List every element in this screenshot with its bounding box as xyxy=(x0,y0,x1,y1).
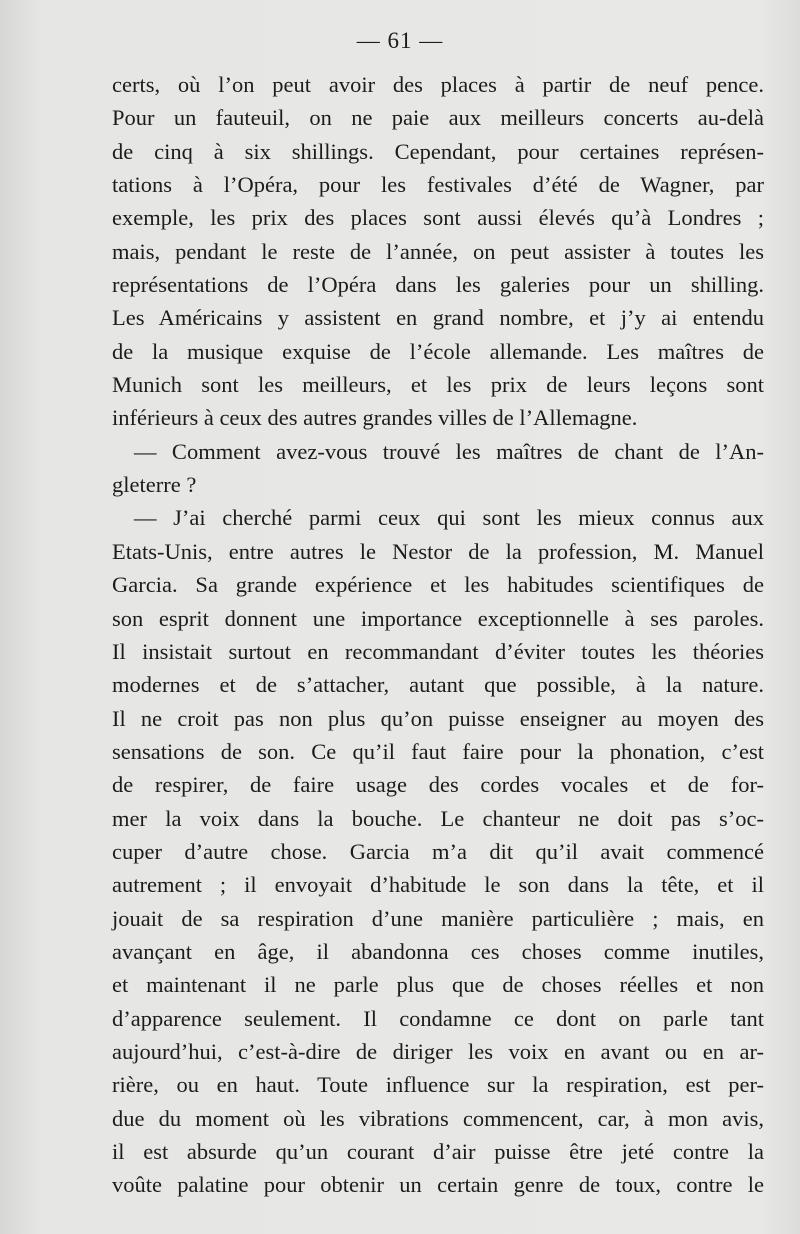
text-line: représentations de l’Opéra dans les galeries pour un shilling. xyxy=(112,272,764,298)
text-line: mais, pendant le reste de l’année, on peut assister à toutes les xyxy=(112,238,764,264)
text-line: Les Américains y assistent en grand nombre, et j’y ai entendu xyxy=(112,305,764,331)
text-line: gleterre ? xyxy=(112,472,197,498)
text-line: Il insistait surtout en recommandant d’éviter toutes les théories xyxy=(112,638,764,664)
text-line: et maintenant il ne parle plus que de choses réelles et non xyxy=(112,972,764,998)
text-line: autrement ; il envoyait d’habitude le son dans la tête, et il xyxy=(112,872,764,898)
text-line: certs, où l’on peut avoir des places à partir de neuf pence. xyxy=(112,72,764,97)
text-line: exemple, les prix des places sont aussi élevés qu’à Londres ; xyxy=(112,205,764,231)
text-line: de la musique exquise de l’école allemande. Les maîtres de xyxy=(112,338,764,364)
text-line: avançant en âge, il abandonna ces choses comme inutiles, xyxy=(112,938,764,964)
text-line: il est absurde qu’un courant d’air puisse être jeté contre la xyxy=(112,1139,764,1164)
body-text xyxy=(112,68,764,1202)
text-line: tations à l’Opéra, pour les festivales d’été de Wagner, par xyxy=(112,172,764,198)
text-line: de cinq à six shillings. Cependant, pour certaines représen- xyxy=(112,138,764,164)
text-line: son esprit donnent une importance exceptionnelle à ses paroles. xyxy=(112,605,764,631)
text-line: voûte palatine pour obtenir un certain genre de toux, contre le xyxy=(112,1172,764,1198)
text-line: sensations de son. Ce qu’il faut faire pour la phonation, c’est xyxy=(112,738,764,764)
text-line: Etats-Unis, entre autres le Nestor de la profession, M. Manuel xyxy=(112,538,764,564)
text-line: jouait de sa respiration d’une manière particulière ; mais, en xyxy=(112,905,764,931)
text-line: — Comment avez-vous trouvé les maîtres de chant de l’An- xyxy=(134,438,764,464)
text-line: Il ne croit pas non plus qu’on puisse enseigner au moyen des xyxy=(112,705,764,731)
text-line: Munich sont les meilleurs, et les prix de leurs leçons sont xyxy=(112,372,764,398)
text-line: aujourd’hui, c’est-à-dire de diriger les voix en avant ou en ar- xyxy=(112,1038,764,1064)
text-line: — J’ai cherché parmi ceux qui sont les mieux connus aux xyxy=(134,505,764,531)
page-number: — 61 — xyxy=(356,28,444,53)
text-line: inférieurs à ceux des autres grandes villes de l’Allemagne. xyxy=(112,405,638,431)
text-line: Garcia. Sa grande expérience et les habitudes scientifiques de xyxy=(112,572,764,598)
text-line: modernes et de s’attacher, autant que possible, à la nature. xyxy=(112,672,764,698)
text-line: Pour un fauteuil, on ne paie aux meilleurs concerts au-delà xyxy=(112,105,764,131)
text-line: de respirer, de faire usage des cordes vocales et de for- xyxy=(112,772,764,798)
text-line: mer la voix dans la bouche. Le chanteur ne doit pas s’oc- xyxy=(112,805,764,831)
text-line: due du moment où les vibrations commencent, car, à mon avis, xyxy=(112,1105,764,1131)
text-line: cuper d’autre chose. Garcia m’a dit qu’il avait commencé xyxy=(112,838,764,864)
text-line: rière, ou en haut. Toute influence sur la respiration, est per- xyxy=(112,1072,764,1098)
text-line: d’apparence seulement. Il condamne ce dont on parle tant xyxy=(112,1005,764,1031)
